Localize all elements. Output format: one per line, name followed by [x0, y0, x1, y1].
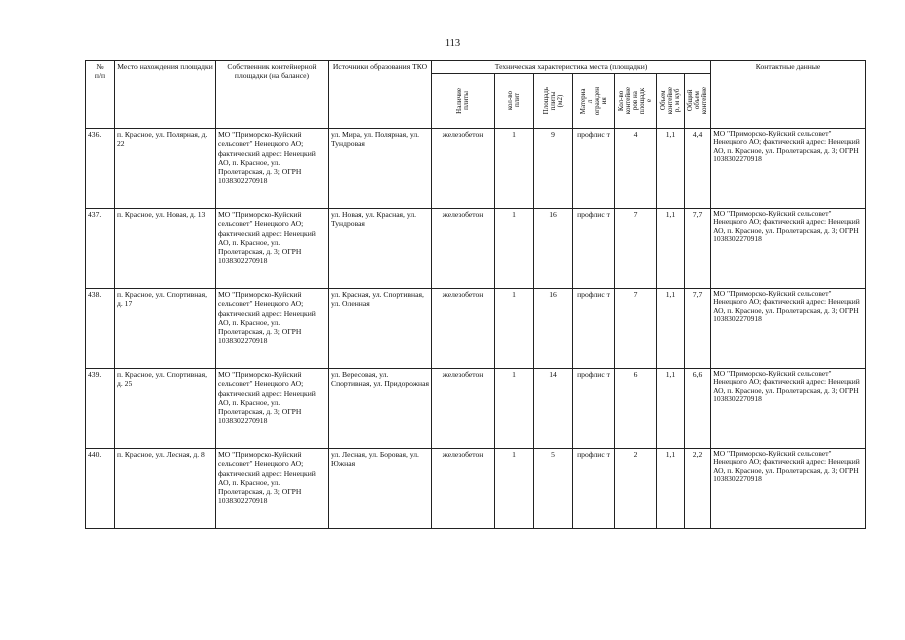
row-sources: ул. Лесная, ул. Боровая, ул. Южная — [329, 449, 432, 529]
row-sources: ул. Мира, ул. Полярная, ул. Тундровая — [329, 129, 432, 209]
row-base: железобетон — [432, 449, 495, 529]
row-owner: МО "Приморско-Куйский сельсовет" Ненецкого АО; фактический адрес: Ненецкий АО, п. Красное, ул. Пролетарская, д. 3; ОГРН 1038302270918 — [216, 449, 329, 529]
row-slabs: 1 — [495, 209, 534, 289]
row-slabs: 1 — [495, 129, 534, 209]
row-contact: МО "Приморско-Куйский сельсовет" Ненецкого АО; фактический адрес: Ненецкий АО, п. Красное, ул. Пролетарская, д. 3; ОГРН 1038302270918 — [711, 369, 866, 449]
header-slabs: кол-во плит — [495, 74, 534, 129]
row-location: п. Красное, ул. Спортивная, д. 25 — [115, 369, 216, 449]
header-area: Площадь плиты (м2) — [534, 74, 573, 129]
row-total: 6,6 — [685, 369, 711, 449]
row-slabs: 1 — [495, 369, 534, 449]
row-sources: ул. Красная, ул. Спортивная, ул. Оленная — [329, 289, 432, 369]
row-base: железобетон — [432, 369, 495, 449]
row-location: п. Красное, ул. Полярная, д. 22 — [115, 129, 216, 209]
row-fence: профлис т — [573, 289, 615, 369]
row-num: 439. — [86, 369, 115, 449]
row-sources: ул. Новая, ул. Красная, ул. Тундровая — [329, 209, 432, 289]
row-area: 9 — [534, 129, 573, 209]
row-location: п. Красное, ул. Новая, д. 13 — [115, 209, 216, 289]
row-owner: МО "Приморско-Куйский сельсовет" Ненецкого АО; фактический адрес: Ненецкий АО, п. Красное, ул. Пролетарская, д. 3; ОГРН 1038302270918 — [216, 209, 329, 289]
row-location: п. Красное, ул. Лесная, д. 8 — [115, 449, 216, 529]
header-sources: Источники образования ТКО — [329, 61, 432, 129]
row-volume: 1,1 — [657, 209, 685, 289]
row-contact: МО "Приморско-Куйский сельсовет" Ненецкого АО; фактический адрес: Ненецкий АО, п. Красное, ул. Пролетарская, д. 3; ОГРН 1038302270918 — [711, 449, 866, 529]
row-num: 437. — [86, 209, 115, 289]
row-containers: 2 — [615, 449, 657, 529]
header-total: Общий объем контейне — [685, 74, 711, 129]
row-volume: 1,1 — [657, 449, 685, 529]
header-base: Наличие плиты — [432, 74, 495, 129]
header-location: Место нахождения площадки — [115, 61, 216, 129]
page-number: 113 — [444, 38, 461, 49]
header-tech: Техническая характеристика места (площадки) — [432, 61, 711, 74]
header-contact: Контактные данные — [711, 61, 866, 129]
row-num: 440. — [86, 449, 115, 529]
row-fence: профлис т — [573, 209, 615, 289]
table-row — [86, 449, 866, 529]
table-row — [86, 129, 866, 209]
row-fence: профлис т — [573, 449, 615, 529]
row-area: 16 — [534, 289, 573, 369]
table-row — [86, 369, 866, 449]
row-volume: 1,1 — [657, 369, 685, 449]
header-num: № п/п — [86, 61, 115, 129]
row-num: 438. — [86, 289, 115, 369]
row-location: п. Красное, ул. Спортивная, д. 17 — [115, 289, 216, 369]
table-row — [86, 289, 866, 369]
row-total: 7,7 — [685, 289, 711, 369]
row-owner: МО "Приморско-Куйский сельсовет" Ненецкого АО; фактический адрес: Ненецкий АО, п. Красное, ул. Пролетарская, д. 3; ОГРН 1038302270918 — [216, 129, 329, 209]
row-fence: профлис т — [573, 369, 615, 449]
row-slabs: 1 — [495, 449, 534, 529]
row-contact: МО "Приморско-Куйский сельсовет" Ненецкого АО; фактический адрес: Ненецкий АО, п. Красное, ул. Пролетарская, д. 3; ОГРН 1038302270918 — [711, 209, 866, 289]
row-num: 436. — [86, 129, 115, 209]
header-containers: Кол-во контейне ров на площадк е — [615, 74, 657, 129]
header-owner: Собственник контейнерной площадки (на балансе) — [216, 61, 329, 129]
row-volume: 1,1 — [657, 129, 685, 209]
row-area: 5 — [534, 449, 573, 529]
row-base: железобетон — [432, 289, 495, 369]
row-total: 2,2 — [685, 449, 711, 529]
row-containers: 6 — [615, 369, 657, 449]
row-area: 14 — [534, 369, 573, 449]
row-total: 4,4 — [685, 129, 711, 209]
row-owner: МО "Приморско-Куйский сельсовет" Ненецкого АО; фактический адрес: Ненецкий АО, п. Красное, ул. Пролетарская, д. 3; ОГРН 1038302270918 — [216, 289, 329, 369]
row-slabs: 1 — [495, 289, 534, 369]
row-owner: МО "Приморско-Куйский сельсовет" Ненецкого АО; фактический адрес: Ненецкий АО, п. Красное, ул. Пролетарская, д. 3; ОГРН 1038302270918 — [216, 369, 329, 449]
header-volume: Объем контейне р, м куб — [657, 74, 685, 129]
header-fence: Материа л огражден ия — [573, 74, 615, 129]
row-base: железобетон — [432, 129, 495, 209]
row-area: 16 — [534, 209, 573, 289]
row-base: железобетон — [432, 209, 495, 289]
row-contact: МО "Приморско-Куйский сельсовет" Ненецкого АО; фактический адрес: Ненецкий АО, п. Красное, ул. Пролетарская, д. 3; ОГРН 1038302270918 — [711, 129, 866, 209]
row-volume: 1,1 — [657, 289, 685, 369]
container-sites-table — [85, 60, 866, 529]
row-containers: 7 — [615, 289, 657, 369]
row-sources: ул. Вересовая, ул. Спортивная, ул. Придорожная — [329, 369, 432, 449]
row-containers: 7 — [615, 209, 657, 289]
row-contact: МО "Приморско-Куйский сельсовет" Ненецкого АО; фактический адрес: Ненецкий АО, п. Красное, ул. Пролетарская, д. 3; ОГРН 1038302270918 — [711, 289, 866, 369]
row-fence: профлис т — [573, 129, 615, 209]
table-row — [86, 209, 866, 289]
row-containers: 4 — [615, 129, 657, 209]
row-total: 7,7 — [685, 209, 711, 289]
